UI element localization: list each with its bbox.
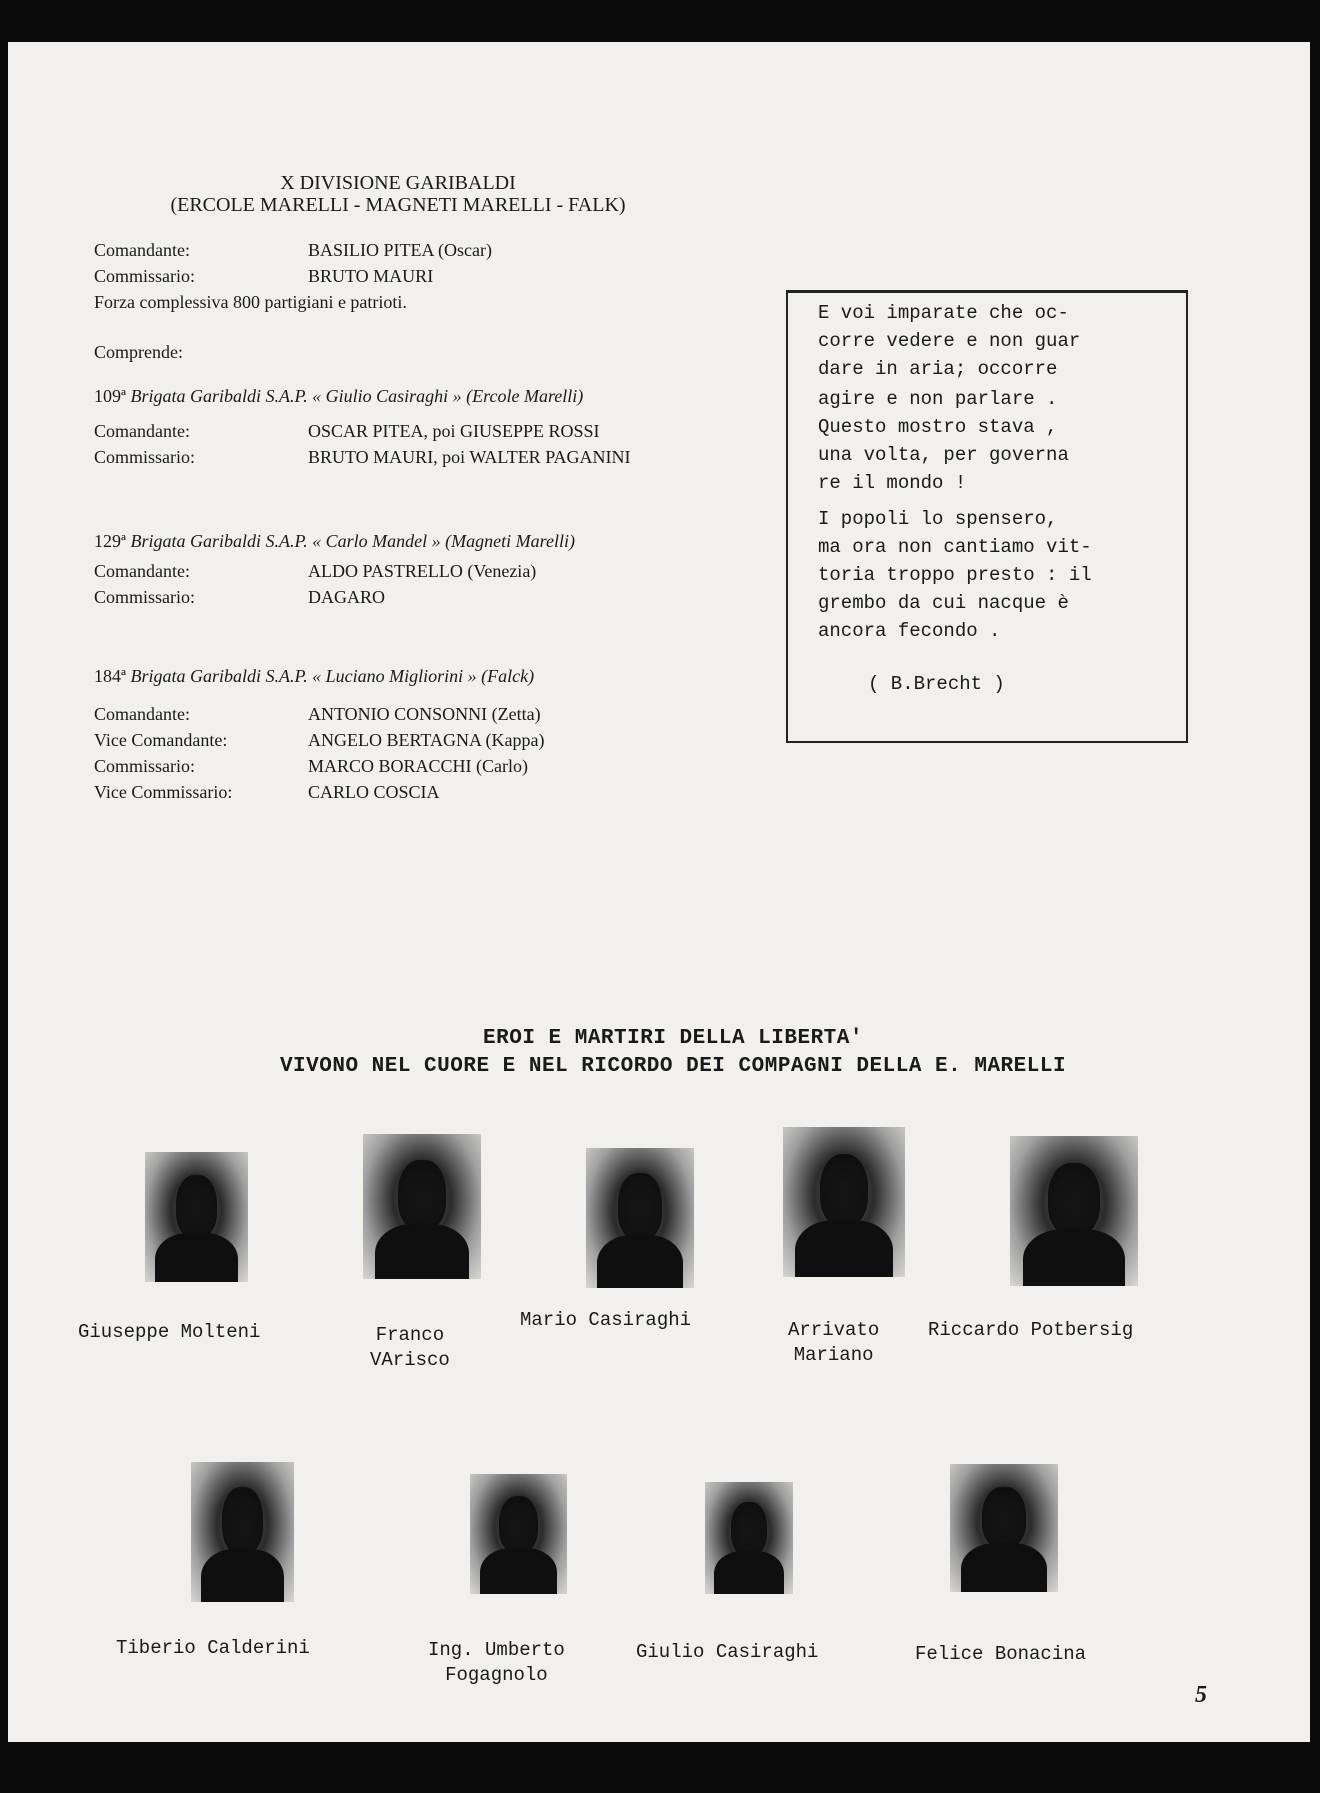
- martyr-name: Arrivato Mariano: [788, 1319, 880, 1366]
- roster-label: Comandante:: [94, 704, 190, 724]
- martyr-name: Giulio Casiraghi: [636, 1641, 819, 1663]
- martyr-name: Riccardo Potbersig: [928, 1319, 1134, 1341]
- portrait-photo: [950, 1464, 1058, 1592]
- quote-author: ( B.Brecht ): [868, 673, 1005, 695]
- brigade-129: [94, 528, 575, 610]
- brigade-title: Brigata Garibaldi S.A.P. « Luciano Migliorini » (Falck): [130, 666, 535, 686]
- portrait-photo: [470, 1474, 567, 1594]
- brigade-title: Brigata Garibaldi S.A.P. « Giulio Casiraghi » (Ercole Marelli): [130, 386, 584, 406]
- roster-label: Comandante:: [94, 240, 190, 260]
- quote-line: toria troppo presto : il: [818, 564, 1092, 586]
- portrait-photo: [705, 1482, 793, 1594]
- martyr-name: Mario Casiraghi: [520, 1309, 692, 1331]
- quote-line: E voi imparate che oc-: [818, 302, 1069, 324]
- quote-line: Questo mostro stava ,: [818, 416, 1058, 438]
- roster-label: Commissario:: [94, 447, 196, 467]
- martyr-name: Giuseppe Molteni: [78, 1321, 261, 1343]
- roster-value: MARCO BORACCHI (Carlo): [308, 756, 529, 776]
- portrait-photo: [586, 1148, 694, 1288]
- roster-value: BRUTO MAURI: [308, 266, 434, 286]
- roster-label: Comandante:: [94, 561, 190, 581]
- quote-line: re il mondo !: [818, 472, 967, 494]
- portrait-photo: [145, 1152, 248, 1282]
- quote-line: corre vedere e non guar: [818, 330, 1081, 352]
- roster-value: ANGELO BERTAGNA (Kappa): [308, 730, 545, 750]
- roster-label: Commissario:: [94, 266, 196, 286]
- division-strength: Forza complessiva 800 partigiani e patrioti.: [94, 292, 407, 312]
- martyr-name: Ing. Umberto Fogagnolo: [428, 1639, 565, 1686]
- document-page: [8, 42, 1310, 1742]
- brigade-184: [94, 663, 544, 805]
- brigade-number: 109ª: [94, 386, 126, 406]
- division-roster: [94, 237, 492, 365]
- heroes-title: EROI E MARTIRI DELLA LIBERTA': [483, 1027, 863, 1050]
- brigade-title: Brigata Garibaldi S.A.P. « Carlo Mandel » (Magneti Marelli): [130, 531, 575, 551]
- quote-line: grembo da cui nacque è: [818, 592, 1069, 614]
- quote-line: una volta, per governa: [818, 444, 1069, 466]
- martyr-name: Franco VArisco: [370, 1324, 450, 1371]
- quote-line: ancora fecondo .: [818, 620, 1001, 642]
- brecht-quote-box: [786, 290, 1188, 743]
- roster-value: BASILIO PITEA (Oscar): [308, 240, 492, 260]
- portrait-photo: [363, 1134, 481, 1279]
- quote-line: dare in aria; occorre: [818, 358, 1058, 380]
- division-header: [98, 172, 698, 216]
- quote-line: ma ora non cantiamo vit-: [818, 536, 1092, 558]
- page-number: 5: [1195, 1682, 1207, 1708]
- division-title: X DIVISIONE GARIBALDI: [280, 172, 516, 194]
- division-subtitle: (ERCOLE MARELLI - MAGNETI MARELLI - FALK): [170, 194, 626, 216]
- roster-value: OSCAR PITEA, poi GIUSEPPE ROSSI: [308, 421, 600, 441]
- roster-value: CARLO COSCIA: [308, 782, 440, 802]
- brigade-109: [94, 383, 631, 470]
- roster-value: BRUTO MAURI, poi WALTER PAGANINI: [308, 447, 631, 467]
- comprende-label: Comprende:: [94, 342, 183, 362]
- portrait-photo: [191, 1462, 294, 1602]
- heroes-subtitle: VIVONO NEL CUORE E NEL RICORDO DEI COMPAGNI DELLA E. MARELLI: [279, 1055, 1067, 1078]
- roster-value: ALDO PASTRELLO (Venezia): [308, 561, 537, 581]
- brigade-number: 184ª: [94, 666, 126, 686]
- roster-value: ANTONIO CONSONNI (Zetta): [308, 704, 541, 724]
- roster-label: Vice Commissario:: [94, 782, 233, 802]
- martyr-name: Felice Bonacina: [915, 1643, 1087, 1665]
- portrait-photo: [1010, 1136, 1138, 1286]
- quote-line: I popoli lo spensero,: [818, 508, 1058, 530]
- roster-label: Comandante:: [94, 421, 190, 441]
- brigade-number: 129ª: [94, 531, 126, 551]
- martyr-name: Tiberio Calderini: [116, 1637, 310, 1659]
- roster-label: Vice Comandante:: [94, 730, 228, 750]
- roster-value: DAGARO: [308, 587, 386, 607]
- roster-label: Commissario:: [94, 756, 196, 776]
- roster-label: Commissario:: [94, 587, 196, 607]
- portrait-photo: [783, 1127, 905, 1277]
- quote-line: agire e non parlare .: [818, 388, 1058, 410]
